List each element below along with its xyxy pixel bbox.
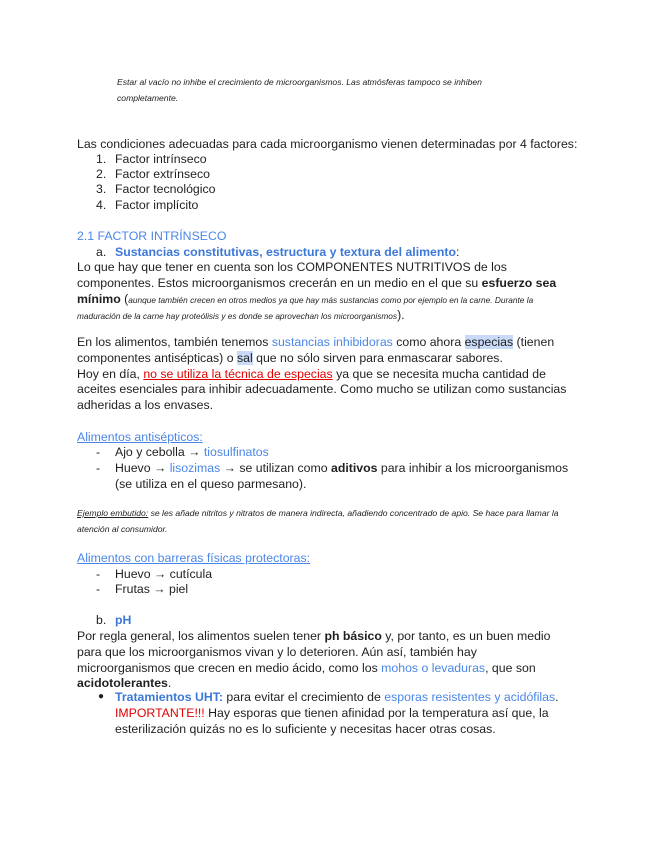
- para1-aside: aunque también crecen en otros medios ya que hay más sustancias como por ejemplo en la carne. Durante la maduración de la carne hay proteólisis y es donde se aprovechan los microorganismos: [77, 294, 534, 322]
- uht-item: [115, 690, 585, 737]
- uht-text: .: [555, 690, 559, 704]
- list-number: 3.: [96, 182, 107, 196]
- sub-a-heading: [115, 245, 459, 261]
- especias-warning: no se utiliza la técnica de especias: [143, 366, 333, 381]
- paragraph-ph: [77, 629, 572, 692]
- para1-bold: esfuerzo sea mínimo: [77, 275, 557, 306]
- list-item: Factor tecnológico: [115, 182, 216, 196]
- para2-text: que no sólo sirven para enmascarar sabores.: [252, 350, 503, 365]
- sal-highlight: sal: [236, 350, 253, 365]
- mohos-term: mohos o levaduras: [381, 660, 486, 675]
- para1-paren: (: [120, 291, 129, 306]
- para2-text: Hoy en día,: [77, 366, 144, 381]
- inhibitors-term: sustancias inhibidoras: [271, 335, 393, 349]
- acidotolerantes-bold: acidotolerantes: [77, 676, 168, 691]
- list-item: Factor extrínseco: [115, 167, 210, 181]
- paragraph-inhibitors: [77, 335, 577, 414]
- ejemplo-label: Ejemplo embutido:: [77, 508, 149, 518]
- tiosulfinatos-term: tiosulfinatos: [203, 445, 269, 459]
- antisepticos-title: Alimentos antisépticos:: [77, 430, 203, 444]
- item-text: Huevo →: [115, 461, 170, 475]
- para1-text: Lo que hay que tener en cuenta son los COMPONENTES NUTRITIVOS de los componentes. Estos microorganismos crecerán en un medio en el que su: [77, 260, 507, 290]
- sub-b-letter: b.: [96, 613, 107, 627]
- barrera-item: Huevo → cutícula: [115, 567, 213, 581]
- paragraph-nutrients: [77, 260, 577, 325]
- esporas-term: esporas resistentes y acidófilas: [384, 690, 556, 704]
- list-number: 1.: [96, 152, 107, 166]
- barreras-title: Alimentos con barreras físicas protectoras:: [77, 551, 311, 565]
- bullet-dot: ●: [98, 691, 105, 702]
- aditivos-bold: aditivos: [330, 461, 378, 475]
- uht-text: para evitar el crecimiento de: [222, 690, 385, 704]
- dash-bullet: -: [96, 461, 101, 475]
- sub-a-title: Sustancias constitutivas, estructura y textura del alimento: [115, 245, 457, 259]
- para3-text: .: [167, 676, 172, 691]
- para2-text: (tienen componentes antisépticas) o: [77, 335, 555, 365]
- ph-basico-bold: ph básico: [324, 629, 382, 643]
- list-number: 2.: [96, 167, 107, 181]
- sub-a-colon: :: [456, 245, 460, 259]
- dash-bullet: -: [96, 567, 101, 581]
- para3-text: y, por tanto, es un buen medio para que los microorganismos vivan y lo deterioren. Aún así, también hay microorganismos que crecen en medio ácido, como los: [77, 629, 551, 675]
- sub-a-letter: a.: [96, 245, 107, 259]
- list-item: Factor intrínseco: [115, 152, 207, 166]
- dash-bullet: -: [96, 445, 101, 459]
- item-text: Ajo y cebolla →: [115, 445, 204, 459]
- uht-text: Hay esporas que tienen afinidad por la temperatura así que, la esterilización quizás no es lo suficiente y necesitas hacer otras cosas.: [115, 705, 549, 736]
- ejemplo-text: se les añade nitritos y nitratos de manera indirecta, añadiendo concentrado de apio. Se hace para llamar la atención al consumidor.: [77, 508, 559, 534]
- antiseptico-item-huevo: [115, 461, 585, 493]
- lisozimas-term: lisozimas: [169, 461, 221, 475]
- item-text: para inhibir a los microorganismos (se utiliza en el queso parmesano).: [115, 461, 569, 491]
- para3-text: Por regla general, los alimentos suelen tener: [77, 629, 325, 643]
- para3-text: , que son: [485, 660, 536, 675]
- para2-text: ya que se necesita mucha cantidad de aceites esenciales para inhibir adecuadamente. Como mucho se utilizan como sustancias adheridas a los envases.: [77, 366, 567, 413]
- item-text: → se utilizan como: [220, 461, 331, 475]
- conditions-text: Las condiciones adecuadas para cada microorganismo vienen determinadas por 4 factores:: [77, 137, 578, 151]
- especias-highlight: especias: [464, 335, 514, 349]
- sub-b-title: pH: [115, 613, 132, 627]
- barrera-item: Frutas → piel: [115, 582, 189, 596]
- list-number: 4.: [96, 198, 107, 212]
- ejemplo-embutido: [77, 505, 582, 537]
- uht-title: Tratamientos UHT:: [115, 690, 223, 704]
- para1-end: ).: [397, 308, 405, 323]
- para2-text: como ahora: [392, 335, 465, 349]
- dash-bullet: -: [96, 582, 101, 596]
- intro-note: Estar al vacío no inhibe el crecimiento de microorganismos. Las atmósferas tampoco se inhiben completamente.: [117, 77, 482, 103]
- antiseptico-item-ajo: [115, 445, 269, 461]
- para2-text: En los alimentos, también tenemos: [77, 335, 272, 349]
- section-heading: 2.1 FACTOR INTRÍNSECO: [77, 229, 227, 243]
- importante-warning: IMPORTANTE!!!: [115, 705, 205, 720]
- list-item: Factor implícito: [115, 198, 199, 212]
